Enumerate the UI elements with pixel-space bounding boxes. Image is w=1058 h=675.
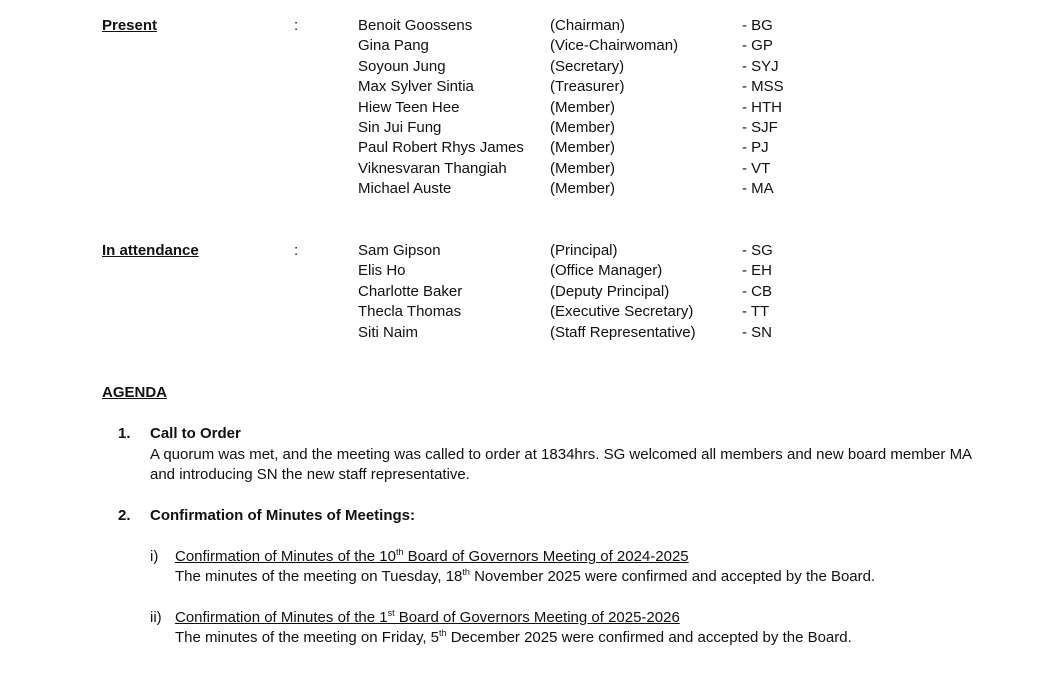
member-abbr: - MA [742, 180, 774, 198]
member-role: (Office Manager) [550, 262, 663, 280]
sub2-title [175, 608, 680, 628]
sub1-body-a: The minutes of the meeting on Tuesday, 18 [175, 568, 463, 585]
sub2-body-sup: th [439, 628, 447, 638]
member-row [0, 118, 1058, 138]
member-name: Elis Ho [358, 262, 406, 280]
sub1-title-a: Confirmation of Minutes of the 10 [175, 548, 396, 565]
member-role: (Principal) [550, 242, 618, 259]
member-name: Siti Naim [358, 323, 419, 341]
member-abbr: - SG [742, 242, 773, 259]
member-abbr: - BG [742, 17, 773, 34]
item2-title: Confirmation of Minutes of Meetings: [150, 507, 415, 524]
sub1-title-sup: th [395, 547, 404, 557]
member-name: Max Sylver Sintia [358, 78, 474, 96]
member-row [0, 138, 1058, 158]
member-abbr: - SN [742, 323, 772, 341]
member-role: (Member) [550, 139, 616, 157]
member-name: Sam Gipson [358, 242, 441, 259]
member-name: Paul Robert Rhys James [358, 139, 524, 157]
item1-line2: and introducing SN the new staff representative. [150, 466, 470, 483]
member-role: (Deputy Principal) [550, 282, 670, 300]
member-name: Gina Pang [358, 37, 429, 55]
item1-title: Call to Order [150, 425, 241, 442]
member-abbr: - HTH [742, 98, 782, 116]
member-abbr: - GP [742, 37, 773, 55]
member-name: Viknesvaran Thangiah [358, 159, 507, 177]
member-row [0, 57, 1058, 77]
member-abbr: - EH [742, 262, 772, 280]
member-row [0, 241, 1058, 261]
member-abbr: - VT [742, 159, 771, 177]
sub1-body-sup: th [462, 567, 470, 577]
attendance-colon: : [294, 242, 299, 259]
sub2-body-b: December 2025 were confirmed and accepted by the Board. [446, 629, 852, 646]
member-name: Charlotte Baker [358, 282, 463, 300]
member-row [0, 282, 1058, 302]
member-role: (Treasurer) [550, 78, 625, 96]
sub2-marker: ii) [150, 609, 162, 626]
agenda-heading: AGENDA [102, 384, 168, 401]
member-role: (Staff Representative) [550, 323, 696, 341]
member-abbr: - SJF [742, 119, 778, 136]
member-role: (Member) [550, 119, 616, 136]
member-role: (Executive Secretary) [550, 303, 694, 321]
sub2-title-sup: st [387, 608, 395, 618]
member-role: (Member) [550, 159, 616, 177]
member-row [0, 98, 1058, 118]
member-name: Benoit Goossens [358, 17, 473, 34]
member-name: Hiew Teen Hee [358, 98, 460, 116]
member-name: Sin Jui Fung [358, 119, 442, 136]
member-abbr: - CB [742, 282, 772, 300]
present-label: Present [102, 17, 158, 34]
sub2-title-b: Board of Governors Meeting of 2025-2026 [394, 609, 680, 626]
item1-body [150, 445, 980, 485]
member-role: (Chairman) [550, 17, 626, 34]
attendance-label: In attendance [102, 242, 199, 259]
member-name: Thecla Thomas [358, 303, 462, 321]
member-role: (Secretary) [550, 57, 625, 75]
member-role: (Member) [550, 180, 616, 198]
sub2-title-a: Confirmation of Minutes of the 1 [175, 609, 388, 626]
member-row [0, 77, 1058, 97]
member-abbr: - MSS [742, 78, 784, 96]
member-row [0, 36, 1058, 56]
member-role: (Vice-Chairwoman) [550, 37, 679, 55]
member-row [0, 179, 1058, 199]
member-row [0, 323, 1058, 343]
sub1-title [175, 547, 689, 567]
member-name: Soyoun Jung [358, 57, 446, 75]
sub2-body [175, 628, 852, 648]
member-abbr: - PJ [742, 139, 769, 157]
sub1-body [175, 567, 875, 587]
item2-number: 2. [118, 507, 131, 524]
member-row [0, 302, 1058, 322]
member-row [0, 159, 1058, 179]
member-row [0, 261, 1058, 281]
member-row [0, 16, 1058, 36]
item1-line1: A quorum was met, and the meeting was called to order at 1834hrs. SG welcomed all members and new board member MA [150, 446, 973, 463]
present-colon: : [294, 17, 299, 34]
sub1-title-b: Board of Governors Meeting of 2024-2025 [403, 548, 689, 565]
item1-number: 1. [118, 425, 131, 442]
member-role: (Member) [550, 98, 616, 116]
sub1-marker: i) [150, 548, 159, 565]
sub1-body-b: November 2025 were confirmed and accepted by the Board. [469, 568, 876, 585]
member-abbr: - TT [742, 303, 770, 321]
member-abbr: - SYJ [742, 57, 779, 75]
member-name: Michael Auste [358, 180, 452, 198]
sub2-body-a: The minutes of the meeting on Friday, 5 [175, 629, 440, 646]
